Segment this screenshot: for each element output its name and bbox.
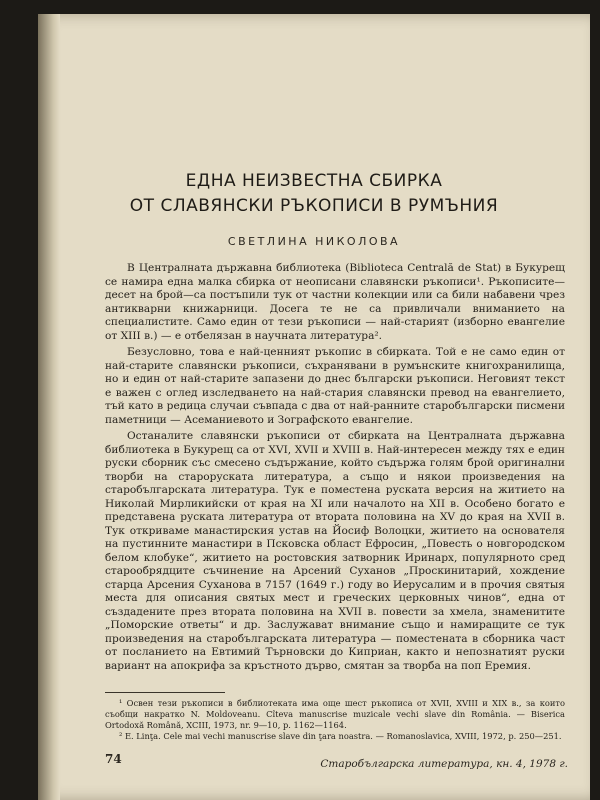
footnote-divider [105, 692, 225, 693]
article-author: СВЕТЛИНА НИКОЛОВА [227, 235, 401, 248]
footnote-1: ¹ Освен тези ръкописи в библиотеката има още шест ръкописа от XVII, XVIII и XIX в., за които съобщи накратко N. Moldoveanu. Cîteva manuscrise muzicale vechi slave din România. — Biserica Ortodoxă Română, XCIII, 1973, nr. 9—10, p. 1162—1164. [105, 698, 565, 730]
article-title-line-2: ОТ СЛАВЯНСКИ РЪКОПИСИ В РУМЪНИЯ [129, 196, 499, 216]
footnote-2: ² E. Linţa. Cele mai vechi manuscrise slave din ţara noastra. — Romanoslavica, XVIII, 1972, p. 250—251. [119, 731, 562, 741]
running-footer: Старобългарска литература, кн. 4, 1978 г. [320, 758, 568, 770]
article-title-line-1: ЕДНА НЕИЗВЕСТНА СБИРКА [185, 171, 443, 191]
article-body [105, 262, 565, 676]
paragraph-3: Останалите славянски ръкописи от сбирката на Централната държавна библиотека в Букурещ са от XVI, XVII и XVIII в. Най-интересен между тях е един руски сборник със смесено съдържание, който съдържа голям брой оригинални творби на староруската литература, а също и някои произведения на старобългарската литература. Тук е поместена руската версия на житието на Николай Мирликийски от края на XI или началото на XII в. Особено богато е представена руската литература от втората половина на XV до края на XVII в. Тук откриваме манастирския устав на Йосиф Волоцки, житието на основателя на пустинните манастири в Псковска област Ефросин, „Повесть о новгородском белом клобуке“, житието на ростовския затворник Иринарх, популярното сред старообрядците съчинение на Арсений Суханов „Проскинитарий, хождение старца Арсения Суханова в 7157 (1649 г.) году во Иерусалим и в прочия святыя места для описания святых мест и греческих церковных чинов“, една от създадените през втората половина на XVII в. повести за хмела, знаменитите „Поморские ответы“ и др. Заслужават внимание също и намиращите се тук произведения на старобългарската литература — поместената в сборника част от посланието на Евтимий Търновски до Киприан, както и непознатият руски вариант на апокрифа за кръстното дърво, смятан за творба на поп Еремия. [105, 430, 565, 672]
book-page [38, 14, 590, 800]
footnotes [105, 698, 565, 742]
paragraph-2: Безусловно, това е най-ценният ръкопис в сбирката. Той е не само един от най-старите славянски ръкописи, съхранявани в румънските книгохранилища, но и един от най-старите запазени до днес български ръкописи. Неговият текст е важен с оглед изследването на най-стария славянски превод на евангелието, тъй като в редица случаи съвпада с два от най-ранните старобългарски писмени паметници — Асеманиевото и Зографското евангелие. [105, 346, 565, 426]
page-number: 74 [105, 752, 122, 766]
paragraph-1: В Централната държавна библиотека (Biblioteca Centrală de Stat) в Букурещ се намира една малка сбирка от неописани славянски ръкописи¹. Ръкописите—десет на брой—са постъпили тук от частни колекции или са били набавени чрез антикварни книжарници. Досега те не са привличали вниманието на специалистите. Само един от тези ръкописи — най-старият (изборно евангелие от XIII в.) — е отбелязан в научната литература². [105, 262, 565, 342]
page-spine-shadow [38, 14, 60, 800]
